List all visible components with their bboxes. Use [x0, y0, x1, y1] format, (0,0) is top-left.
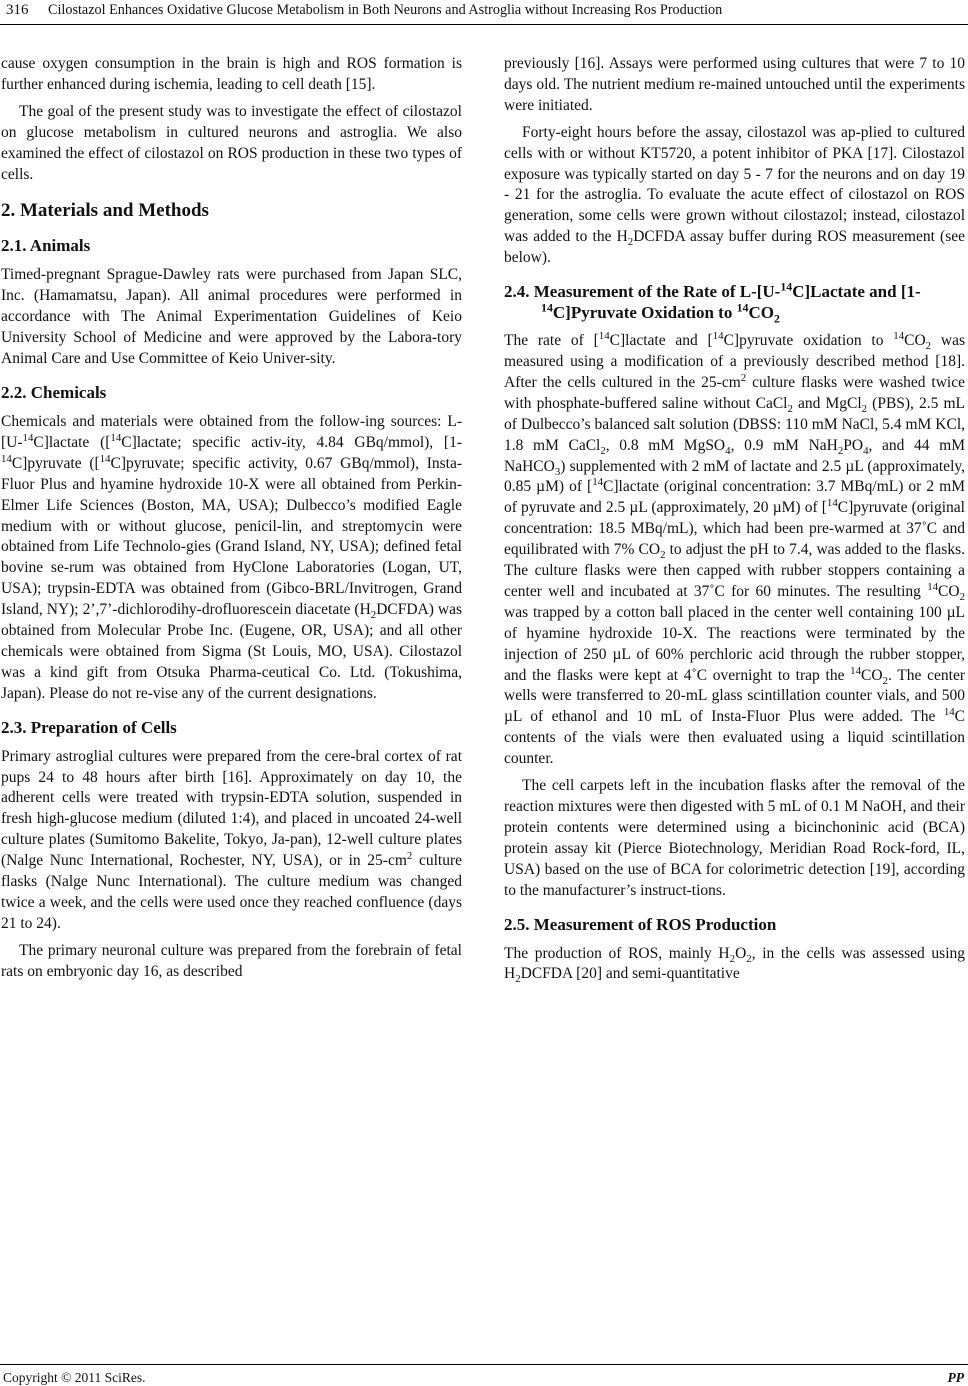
page-footer	[0, 1355, 968, 1386]
subsection-heading: 2.4. Measurement of the Rate of L-[U-$^{14}$C]Lactate and [1-$^{14}$C]Pyruvate Oxidation to $^{14}CO_2$	[504, 279, 921, 326]
copyright-notice: Copyright © 2011 SciRes.	[3, 1370, 146, 1385]
body-paragraph: cause oxygen consumption in the brain is high and ROS formation is further enhanced during ischemia, leading to cell death [15].	[1, 55, 462, 93]
subsection-heading: 2.3. Preparation of Cells	[1, 717, 177, 737]
body-paragraph: previously [16]. Assays were performed using cultures that were 7 to 10 days old. The nutrient medium re-mained untouched until the experiments were initiated.	[504, 55, 965, 114]
subsection-heading: 2.2. Chemicals	[1, 382, 107, 402]
body-paragraph: The primary neuronal culture was prepared from the forebrain of fetal rats on embryonic day 16, as described	[1, 941, 462, 980]
journal-abbreviation: PP	[947, 1370, 964, 1385]
body-paragraph: Chemicals and materials were obtained from the follow-ing sources: L-[U-$^{14}$C]lactate ([$^{14}$C]lactate; specific activ-ity, 4.84 GBq/mmol), [1-$^{14}$C]pyruvate ([$^{14}$C]pyruvate; specific activity, 0.67 GBq/mmol), Insta-Fluor Plus and hyamine hydroxide 10-X were all obtained from Perkin-Elmer Life Sciences (Boston, MA, USA); Dulbecco’s modified Eagle medium with or without glucose, penicil-lin, and streptomycin were obtained from Life Technolo-gies (Grand Island, NY, USA); defined fetal bovine se-rum was obtained from HyClone Laboratories (Logan, UT, USA); trypsin-EDTA was obtained from (Gibco-BRL/Invitrogen, Grand Island, NY); 2’,7’-dichlorodihy-drofluorescein diacetate $(H_2DCFDA)$ was obtained from Molecular Probe Inc. (Eugene, OR, USA); and all other chemicals were obtained from Sigma (St Louis, MO, USA). Cilostazol was a kind gift from Otsuka Pharma-ceutical Co. Ltd. (Tokushima, Japan). Please do not re-vise any of the current designations.	[1, 412, 462, 702]
page-header	[0, 0, 968, 28]
section-heading: 2. Materials and Methods	[1, 200, 209, 222]
subsection-heading: 2.5. Measurement of ROS Production	[504, 914, 777, 934]
body-paragraph: Primary astroglial cultures were prepared from the cere-bral cortex of rat pups 24 to 48 hours after birth [16]. Approximately on day 10, the adherent cells were treated with trypsin-EDTA solution, suspended in fresh high-glucose medium (diluted 1:4), and placed in uncoated 24-well culture plates (Sumitomo Bakelite, Tokyo, Ja-pan), 12-well culture plates (Nalge Nunc International, Rochester, NY, USA), or in $25-cm^2$ culture flasks (Nalge Nunc International). The culture medium was changed twice a week, and the cells were used once they reached confluence (days 21 to 24).	[1, 747, 462, 932]
running-title: Cilostazol Enhances Oxidative Glucose Metabolism in Both Neurons and Astroglia without Increasing Ros Production	[48, 2, 723, 18]
body-paragraph: The production of ROS, mainly $H_2O_2$, in the cells was assessed using $H_2DCFDA$ [20] and semi-quantitative	[504, 944, 966, 986]
body-paragraph: Forty-eight hours before the assay, cilostazol was ap-plied to cultured cells with or without KT5720, a potent inhibitor of PKA [17]. Cilostazol exposure was typically started on day 5 - 7 for the neurons and on day 19 - 21 for the astroglia. To evaluate the acute effect of cilostazol on ROS generation, some cells were grown without cilostazol; instead, cilostazol was added to the $H_2DCFDA$ assay buffer during ROS measurement (see below).	[504, 123, 965, 267]
footer-rule	[0, 1364, 968, 1365]
body-paragraph: The goal of the present study was to investigate the effect of cilostazol on glucose metabolism in cultured neurons and astroglia. We also examined the effect of cilostazol on ROS production in these two types of cells.	[1, 102, 462, 183]
subsection-heading: 2.1. Animals	[1, 236, 91, 256]
body-paragraph: The cell carpets left in the incubation flasks after the removal of the reaction mixtures were then digested with 5 mL of 0.1 M NaOH, and their protein contents were determined using a bicinchoninic acid (BCA) protein assay kit (Pierce Biotechnology, Meridian Road Rock-ford, IL, USA) based on the use of BCA for colorimetric detection [19], according to the manufacturer’s instruct-tions.	[504, 777, 965, 899]
header-rule	[0, 24, 968, 25]
body-paragraph: The rate of [$^{14}$C]lactate and [$^{14}$C]pyruvate oxidation to $^{14}CO_2$ was measured using a modification of a previously described method [18]. After the cells cultured in the $25-cm^2$ culture flasks were washed twice with phosphate-buffered saline without CaCl$_2$ and MgCl$_2$ (PBS), 2.5 mL of Dulbecco’s balanced salt solution (DBSS: 110 mM NaCl, 5.4 mM KCl, 1.8 mM CaCl$_2$, 0.8 mM MgSO$_4$, 0.9 mM $NaH_2PO_4$, and 44 mM NaHCO$_3$) supplemented with 2 mM of lactate and 2.5 µL (approximately, 0.85 µM) of [$^{14}$C]lactate (original concentration: 3.7 MBq/mL) or 2 mM of pyruvate and 2.5 µL (approximately, 20 µM) of [$^{14}$C]pyruvate (original concentration: 18.5 MBq/mL), which had been pre-warmed at 37˚C and equilibrated with 7% $CO_2$ to adjust the pH to 7.4, was added to the flasks. The culture flasks were then capped with rubber stoppers containing a center well and incubated at 37˚C for 60 minutes. The resulting $^{14}CO_2$ was trapped by a cotton ball placed in the center well containing 100 µL of hyamine hydroxide 10-X. The reactions were terminated by the injection of 250 µL of 60% perchloric acid through the rubber stopper, and the flasks were kept at 4˚C overnight to trap the $^{14}CO_2$. The center wells were transferred to 20-mL glass scintillation counter vials, and 500 µL of ethanol and 10 mL of Insta-Fluor Plus were added. The $^{14}$C contents of the vials were then evaluated using a liquid scintillation counter.	[504, 329, 966, 768]
body-paragraph: Timed-pregnant Sprague-Dawley rats were purchased from Japan SLC, Inc. (Hamamatsu, Japan). All animal procedures were performed in accordance with The Animal Experimentation Guidelines of Keio University School of Medicine and were approved by the Labora-tory Animal Care and Use Committee of Keio Univer-sity.	[1, 266, 462, 368]
right-column	[504, 54, 965, 985]
left-column	[1, 54, 462, 983]
page-number: 316	[6, 2, 29, 18]
